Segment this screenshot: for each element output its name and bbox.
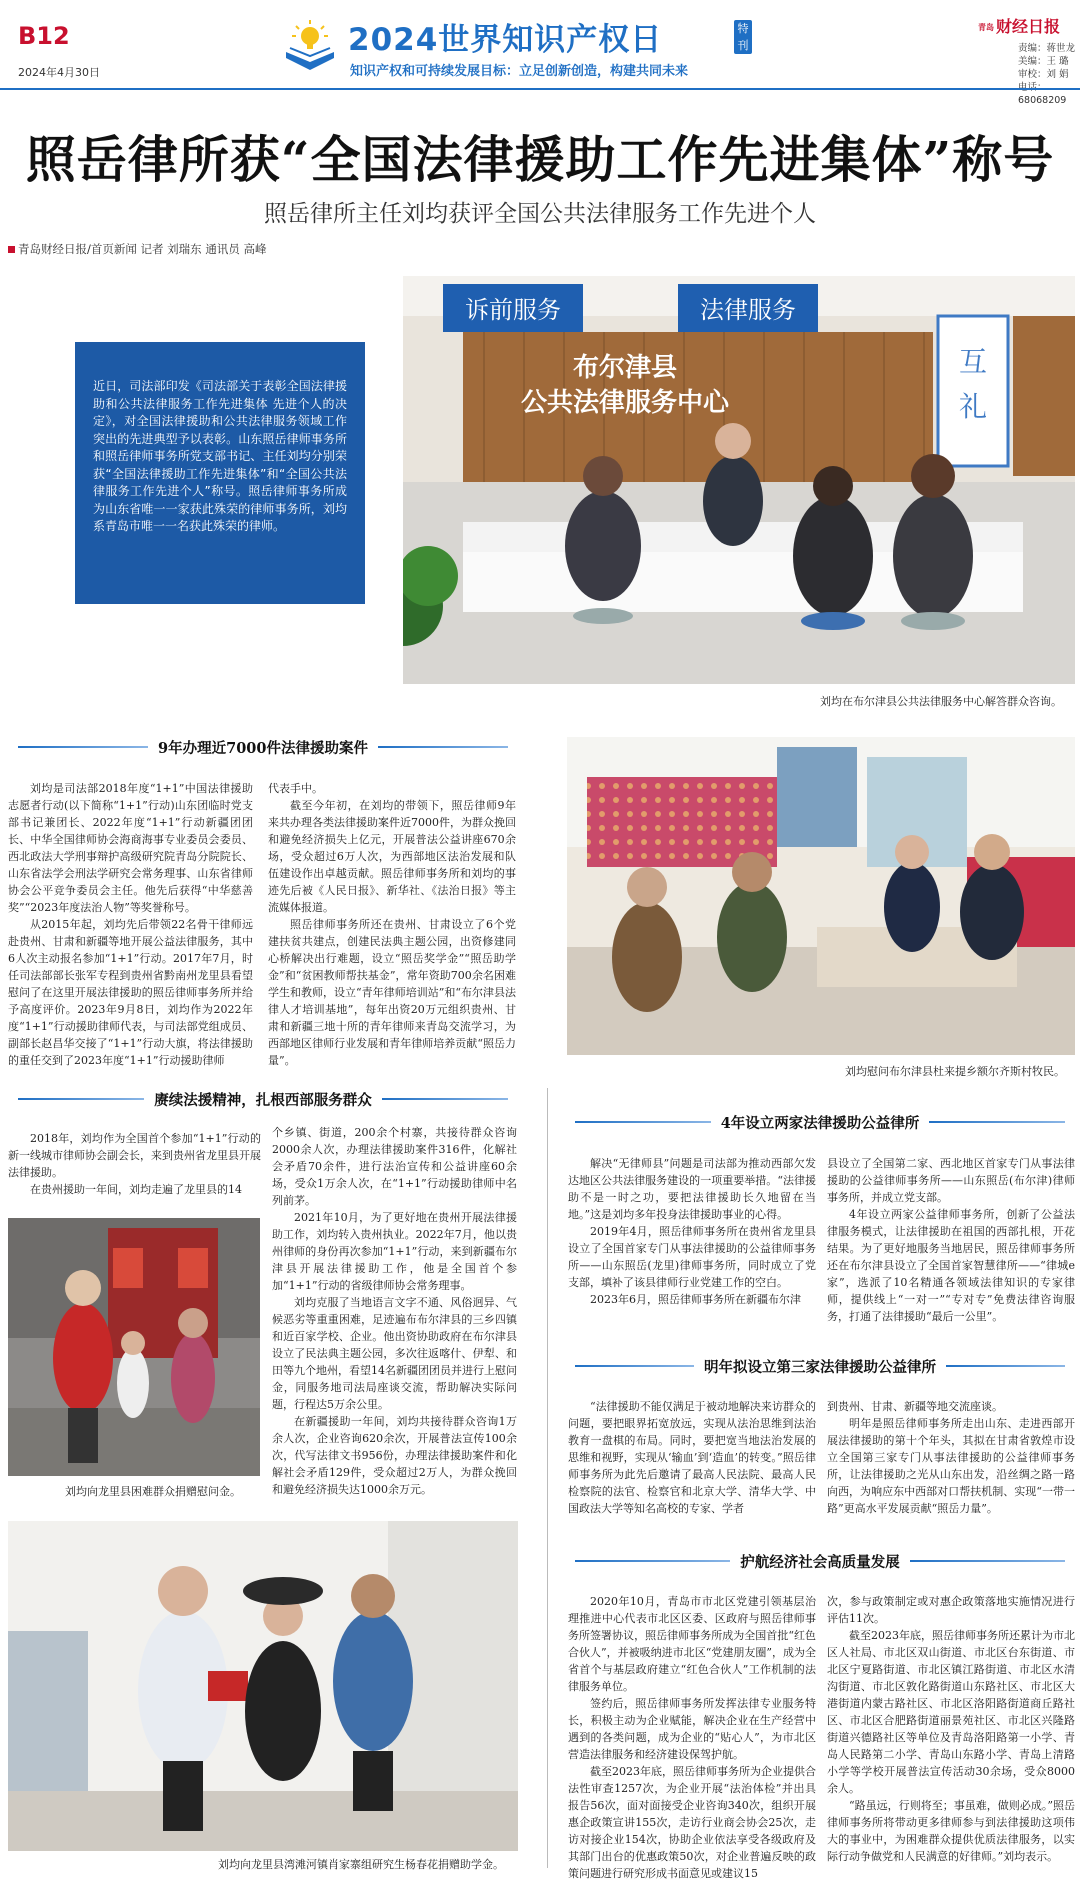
paragraph: 2023年6月，照岳律师事务所在新疆布尔津 [590,1293,801,1306]
sign-left-text: 诉前服务 [465,296,561,324]
paragraph: 代表手中。 [268,782,323,795]
section4-col2 [827,1398,1075,1517]
photo3-caption: 刘均向龙里县困难群众捐赠慰问金。 [65,1485,241,1498]
photo2-caption: 刘均慰问布尔津县杜来提乡额尔齐斯村牧民。 [845,1065,1065,1078]
section-heading: 9年办理近7000件法律援助案件 [8,736,518,758]
editor-line: 责编：蒋世龙 [1018,43,1076,54]
banner-title: 2024世界知识产权日 [348,22,663,58]
masthead-rule [0,88,1080,90]
paragraph: 截至2023年底，照岳律师事务所为企业提供合法性审查1257次，为企业开展“法治体检”并出具报告56次，面对面接受企业咨询340次，组织开展惠企政策宣讲155次，走访行业商会协会25次，走访对接企业154次，协助企业依法享受各级政府及其部门出台的优惠政策50次，对企业普遍反映的政策问题进行研究形成书面意见或建议15 [568,1765,816,1880]
editor-line: 68068209 [1018,95,1067,106]
paragraph: 2019年4月，照岳律师事务所在贵州省龙里县设立了全国首家专门从事法律援助的公益律师事务所——山东照岳(龙里)律师事务所，同时成立了党支部，填补了该县律师行业党建工作的空白。 [568,1225,816,1289]
paragraph: “法律援助不能仅满足于被动地解决来访群众的问题，要把眼界拓宽放远，实现从法治思维到法治教育一盘棋的布局。同时，要把宽当地法治发展的思维和视野，实现从‘输血’到‘造血’的转变。”照岳律师事务所为此先后邀请了最高人民法院、最高人民检察院的法官、检察官和北京大学、清华大学、中国政法大学等知名高校的专家、学者 [568,1400,816,1515]
photo1-caption: 刘均在布尔津县公共法律服务中心解答群众咨询。 [820,695,1062,708]
paragraph: 刘均克服了当地语言文字不通、风俗迥异、气候恶劣等重重困难，足迹遍布布尔津县的三乡四镇和近百家学校、企业。他出资协助政府在布尔津县设立了民法典主题公园，多次往返喀什、伊犁、和田等九个地州，看望14名新疆团团员并进行上慰问金，同服务地司法局座谈交流，帮助解决实际问题，行程达5万余公里。 [272,1296,517,1411]
photo4-caption: 刘均向龙里县湾滩河镇肖家寨组研究生杨春花捐赠助学金。 [218,1858,504,1871]
paragraph: 到贵州、甘肃、新疆等地交流座谈。 [827,1400,1003,1413]
paragraph: 签约后，照岳律师事务所发挥法律专业服务特长，积极主动为企业赋能，解决企业在生产经营中遇到的各类问题，成为企业的“贴心人”，为市北区营造法律服务和经济建设保驾护航。 [568,1697,816,1761]
wall-line2: 公共法律服务中心 [520,388,730,418]
byline [8,241,267,257]
section1-col1 [8,780,253,1069]
paragraph: 县设立了全国第二家、西北地区首家专门从事法律援助的公益律师事务所——山东照岳(布尔津)律师事务所，并成立党支部。 [827,1157,1075,1204]
section-heading: 护航经济社会高质量发展 [565,1550,1075,1572]
paragraph: 2020年10月，青岛市市北区党建引领基层治理推进中心代表市北区区委、区政府与照岳律师事务所签署协议，照岳律师事务所成为全国首批“红色合伙人”，并被吸纳进市北区“党建朋友圈”，成为全省首个与基层政府建立“红色合伙人”工作机制的法律服务单位。 [568,1595,816,1693]
photo-donation [8,1218,260,1476]
paper-logo [978,14,1060,37]
pillar-char-bottom: 礼 [958,390,988,423]
subheadline: 照岳律所主任刘均获评全国公共法律服务工作先进个人 [264,201,816,227]
book-lightbulb-icon [280,18,340,76]
paragraph: 4年设立两家公益律师事务所，创新了公益法律服务模式，让法律援助在祖国的西部扎根，开花结果。为了更好地服务当地居民，照岳律师事务所还在布尔津县设立了全国首家智慧律所——“律城e家”，选派了10名精通各领域法律知识的专家律师，提供线上“一对一”“专对专”免费法律咨询服务，打通了法律援助“最后一公里”。 [827,1208,1075,1323]
section3-col2 [827,1155,1075,1325]
photo-scholarship [8,1521,518,1851]
section2-col1 [8,1130,261,1198]
banner-tag: 特刊 [734,20,752,54]
byline-marker [8,246,15,253]
paragraph: 解决“无律师县”问题是司法部为推动西部欠发达地区公共法律服务建设的一项重要举措。“法律援助不是一时之功，要把法律援助长久地留在当地。”这是刘均多年投身法律援助事业的心得。 [568,1157,816,1221]
section1-col2 [268,780,516,1069]
paragraph: 在贵州援助一年间，刘均走遍了龙里县的14 [30,1183,242,1196]
paragraph: 截至今年初，在刘均的带领下，照岳律师9年来共办理各类法律援助案件近7000件，为群众挽回和避免经济损失上亿元，开展普法公益讲座670余场，受众超过6万人次，为西部地区法治发展和队伍建设作出卓越贡献。照岳律师事务所和刘均的事迹先后被《人民日报》、新华社、《法治日报》等主流媒体报道。 [268,799,516,914]
editor-credits [1018,42,1080,107]
paragraph: 在新疆援助一年间，刘均共接待群众咨询1万余人次，企业咨询620余次，开展普法宣传100余次，代写法律文书956份，办理法律援助案件和化解社会矛盾129件，受众超过2万人，为群众挽回和避免经济损失达1000余万元。 [272,1415,517,1496]
page-date: 2024年4月30日 [18,66,100,79]
paragraph: 刘均是司法部2018年度“1+1”中国法律援助志愿者行动(以下简称“1+1”行动)山东团临时党支部书记兼团长、2022年度“1+1”行动新疆团团长、中华全国律师协会海商海事专业委员会委员、西北政法大学刑事辩护高级研究院青岛分院院长、山东省法学会刑法学研究会常务理事、山东省律师协会公平竞争委员会主任。他先后获得“中华慈善奖”“2023年度法治人物”等奖誉称号。 [8,782,253,914]
pillar-char-top: 互 [958,345,988,378]
paragraph: 2018年，刘均作为全国首个参加“1+1”行动的新一线城市律师协会副会长，来到贵州省龙里县开展法律援助。 [8,1132,261,1179]
editor-line: 美编：王 璐 [1018,56,1069,67]
paper-logo-small: 青岛 [978,23,994,32]
paragraph: 照岳律师事务所还在贵州、甘肃设立了6个党建扶贫共建点，创建民法典主题公园，出资修建同心桥解决出行难题，设立“照岳奖学金”“照岳助学金”和“贫困教师帮扶基金”，常年资助700余名困难学生和教师，设立“青年律师培训站”和“布尔津县法律人才培训基地”，每年出资20万元组织贵州、甘肃和新疆三地十所的青年律师来青岛交流学习，为西部地区律师行业发展和青年律师培养贡献“照岳力量”。 [268,918,516,1067]
paragraph: 从2015年起，刘均先后带领22名骨干律师远赴贵州、甘肃和新疆等地开展公益法律服务，其中6人次主动报名参加“1+1”行动。2017年7月，时任司法部部长张军专程到贵州省黔南州龙里县看望慰问了在这里开展法律援助的照岳律师事务所并给予高度评价。2023年9月8日，刘均作为2022年度“1+1”行动援助律师代表，与司法部党组成员、副部长赵昌华交接了“1+1”行动大旗，将法律援助的重任交到了2023年度“1+1”行动援助律师 [8,918,253,1067]
section-heading: 4年设立两家法律援助公益律所 [565,1111,1075,1133]
paragraph: 个乡镇、街道，200余个村寨，共接待群众咨询2000余人次，办理法律援助案件316件，化解社会矛盾70余件，进行法治宣传和公益讲座60余场，受众1万余人次，在“1+1”行动援助律师中名列前茅。 [272,1126,517,1207]
section5-col2 [827,1593,1075,1865]
banner-subtitle: 知识产权和可持续发展目标：立足创新创造，构建共同未来 [350,64,689,79]
wall-line1: 布尔津县 [572,353,678,383]
column-divider [547,1088,548,1868]
paragraph: “路虽远，行则将至；事虽难，做则必成。”照岳律师事务所将带动更多律师参与到法律援助这项伟大的事业中，为困难群众提供优质法律服务，以实际行动争做党和人民满意的好律师。”刘均表示。 [827,1799,1075,1863]
sign-right-text: 法律服务 [700,296,796,324]
photo-legal-service-center [403,276,1075,684]
headline: 照岳律所获“全国法律援助工作先进集体”称号 [25,130,1055,189]
paper-logo-text: 财经日报 [996,17,1061,36]
section-heading: 赓续法援精神，扎根西部服务群众 [8,1088,518,1110]
paragraph: 截至2023年底，照岳律师事务所还累计为市北区人社局、市北区双山街道、市北区台东街道、市北区宁夏路街道、市北区镇江路街道、市北区水清沟街道、市北区敦化路街道山东路社区、市北区大港街道内蒙古路社区、市北区洛阳路街道商丘路社区、市北区合肥路街道丽景苑社区、市北区兴隆路街道兴德路社区等单位及青岛洛阳路第一小学、青岛人民路第二小学、青岛山东路小学、青岛上清路小学等学校开展普法宣传活动30余场，受众8000余人。 [827,1629,1075,1795]
paragraph: 明年是照岳律师事务所走出山东、走进西部开展法律援助的第十个年头，其拟在甘肃省敦煌市设立全国第三家专门从事法律援助的公益律师事务所，让法律援助之光从山东出发，沿丝绸之路一路向西，为响应东中西部对口帮扶机制、实现“一带一路”更高水平发展贡献“照岳力量”。 [827,1417,1075,1515]
page-number: B12 [18,22,70,50]
byline-text: 青岛财经日报/首页新闻 记者 刘瑞东 通讯员 高峰 [18,242,267,256]
intro-box: 近日，司法部印发《司法部关于表彰全国法律援助和公共法律服务工作先进集体 先进个人的决定》，对全国法律援助和公共法律服务领域工作突出的先进典型予以表彰。山东照岳律师事务所和照岳律师事务所党支部书记、主任刘均分别荣获“全国法律援助工作先进集体”和“全国公共法律服务工作先进个人”称号。照岳律师事务所成为山东省唯一一家获此殊荣的律师事务所，刘均系青岛市唯一一名获此殊荣的律师。 [75,342,365,604]
section3-col1 [568,1155,816,1308]
section5-col1 [568,1593,816,1882]
paragraph: 次，参与政策制定或对惠企政策落地实施情况进行评估11次。 [827,1595,1075,1625]
editor-line: 审校：刘 娟 [1018,69,1069,80]
section2-col2 [272,1124,517,1498]
section-heading: 明年拟设立第三家法律援助公益律所 [565,1355,1075,1377]
section4-col1 [568,1398,816,1517]
photo-herdsman-visit [567,737,1075,1055]
paragraph: 2021年10月，为了更好地在贵州开展法律援助工作，刘均转入贵州执业。2022年7月，他以贵州律师的身份再次参加“1+1”行动，来到新疆布尔津县开展法律援助工作，他是全国首个参加“1+1”行动的省级律师协会常务理事。 [272,1211,517,1292]
